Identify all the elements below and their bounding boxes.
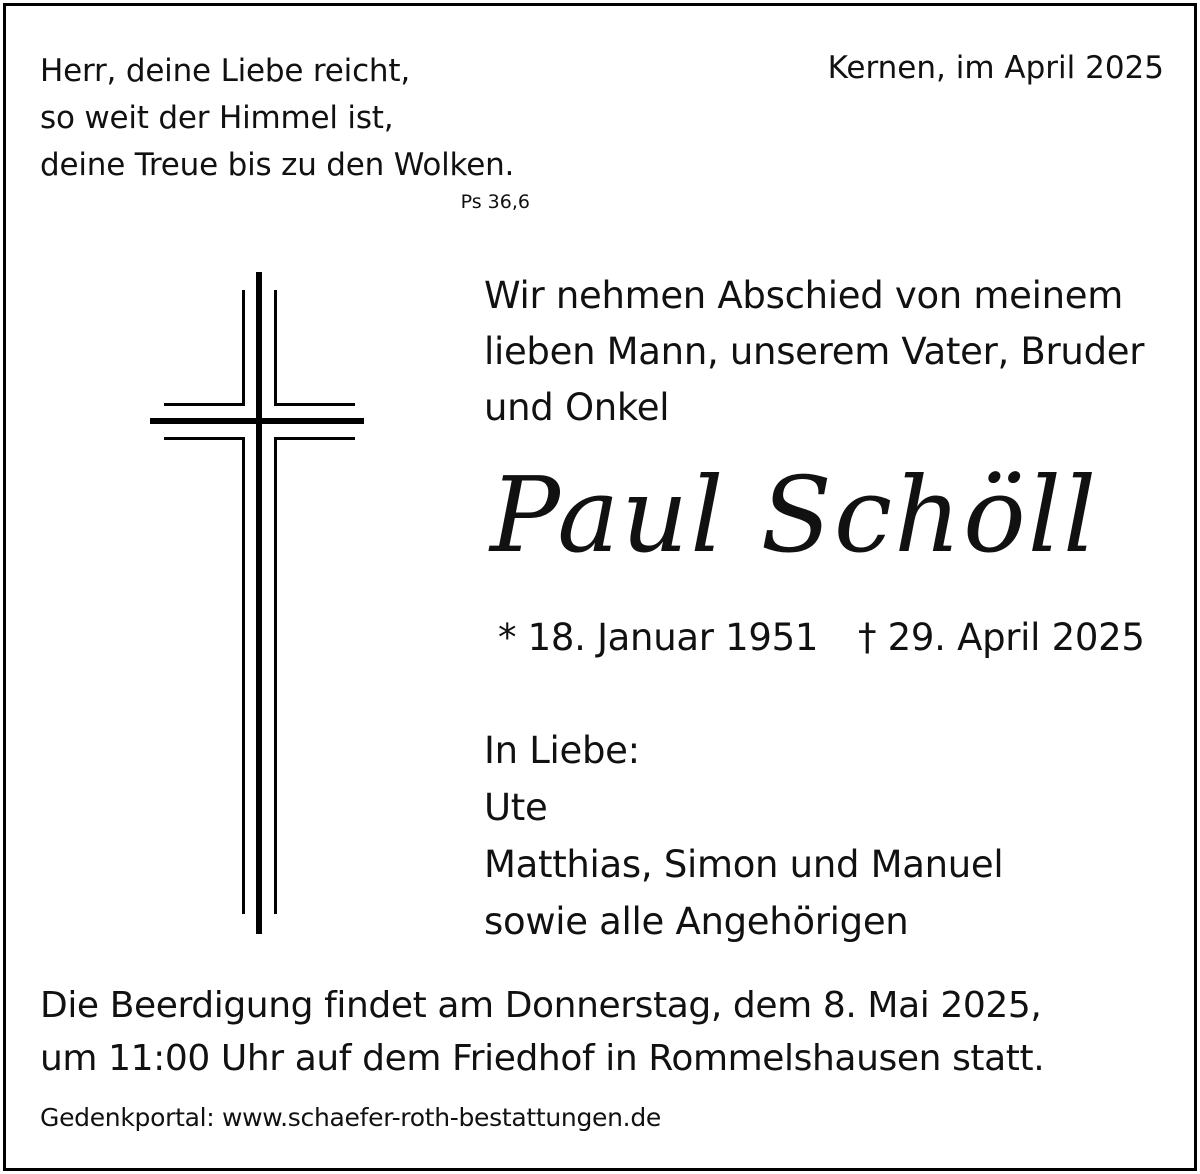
funeral-line-1: Die Beerdigung findet am Donnerstag, dem 8. Mai 2025,	[40, 985, 1042, 1026]
intro-line-1: Wir nehmen Abschied von meinem	[484, 274, 1123, 317]
mourners	[484, 722, 1003, 950]
farewell-intro	[484, 268, 1144, 436]
funeral-line-2: um 11:00 Uhr auf dem Friedhof in Rommelshausen statt.	[40, 1038, 1045, 1079]
birth-date: * 18. Januar 1951	[498, 616, 819, 659]
deceased-name: Paul Schöll	[490, 454, 1099, 576]
bible-verse	[40, 48, 514, 189]
verse-reference: Ps 36,6	[460, 191, 530, 213]
verse-line-1: Herr, deine Liebe reicht,	[40, 53, 410, 89]
verse-line-3: deine Treue bis zu den Wolken.	[40, 147, 515, 183]
double-line-cross-icon	[146, 272, 370, 934]
death-date: † 29. April 2025	[858, 616, 1145, 659]
mourner-name: sowie alle Angehörigen	[484, 900, 909, 943]
place-date: Kernen, im April 2025	[827, 50, 1164, 86]
verse-line-2: so weit der Himmel ist,	[40, 100, 394, 136]
mourner-name: Matthias, Simon und Manuel	[484, 843, 1004, 886]
funeral-info	[40, 979, 1044, 1085]
intro-line-2: lieben Mann, unserem Vater, Bruder	[484, 330, 1145, 373]
mourners-heading: In Liebe:	[484, 729, 640, 772]
mourner-name: Ute	[484, 786, 548, 829]
obituary-notice	[3, 3, 1197, 1171]
intro-line-3: und Onkel	[484, 386, 670, 429]
memorial-portal-link[interactable]: Gedenkportal: www.schaefer-roth-bestattungen.de	[40, 1103, 661, 1132]
